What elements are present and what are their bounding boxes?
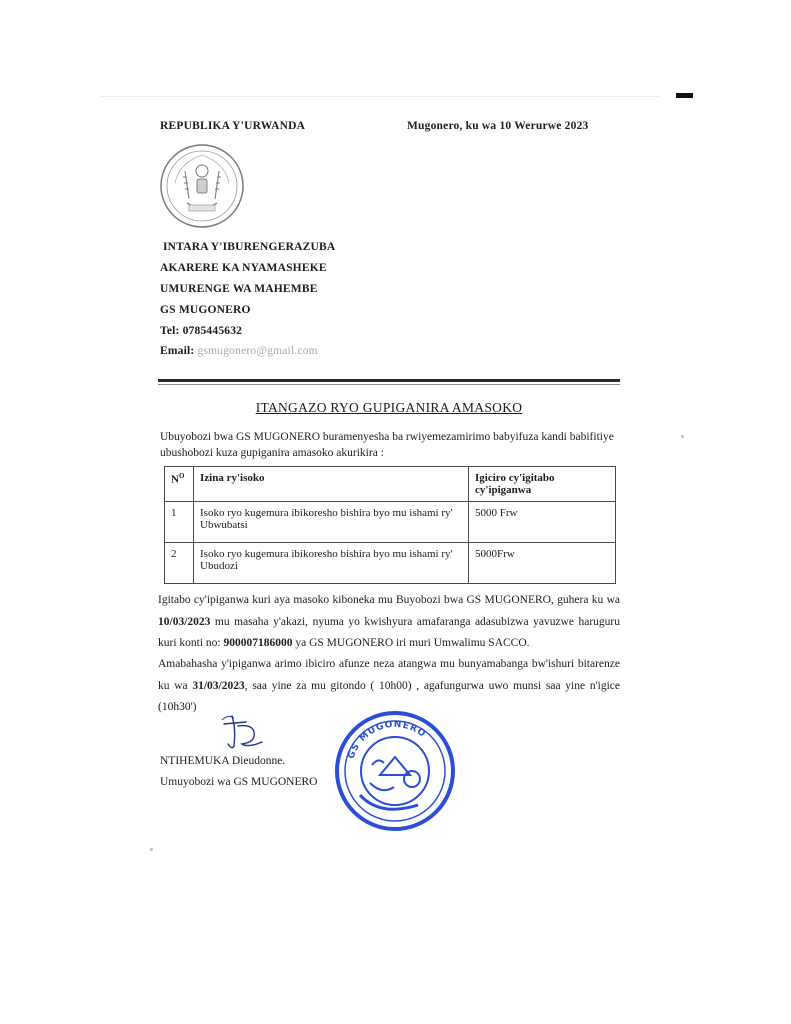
scan-artifact-line: [100, 96, 660, 97]
row-number: 1: [165, 502, 194, 543]
intro-paragraph: Ubuyobozi bwa GS MUGONERO buramenyesha ba rwiyemezamirimo babyifuza kandi babifitiye ubushobozi kuza gupiganira amasoko akurikira :: [160, 431, 614, 459]
scan-speck: [150, 848, 153, 851]
row-name: Isoko ryo kugemura ibikoresho bishira byo mu ishami ry' Ubwubatsi: [194, 502, 469, 543]
deadline-date: 31/03/2023: [192, 679, 245, 692]
tel-label: Tel:: [160, 325, 180, 337]
email-label: Email:: [160, 345, 195, 357]
table-row: [165, 543, 616, 584]
header-number: $N^O$: [165, 467, 194, 502]
deadline-paragraph: Amabahasha y'ipiganwa arimo ibiciro afunze neza atangwa mu bunyamabanga bw'ishuri bitarenze ku wa 31/03/2023, saa yine za mu gitondo ( 10h00) , agafungurwa uwo munsi saa yine n'igice (10h30'): [158, 658, 620, 713]
signatory-role: Umuyobozi wa GS MUGONERO: [160, 776, 318, 788]
table-row: [165, 502, 616, 543]
header-price: Igiciro cy'igitabo cy'ipiganwa: [469, 467, 616, 502]
school-line: GS MUGONERO: [160, 304, 251, 316]
row-number: 2: [165, 543, 194, 584]
sector-line: UMURENGE WA MAHEMBE: [160, 283, 318, 295]
tel-value: 0785445632: [182, 325, 243, 337]
province-line: INTARA Y'IBURENGERAZUBA: [163, 241, 336, 253]
email-value: gsmugonero@gmail.com: [197, 345, 318, 357]
republic-heading: REPUBLIKA Y'URWANDA: [160, 120, 306, 132]
notice-title: ITANGAZO RYO GUPIGANIRA AMASOKO: [255, 400, 523, 415]
place-date: Mugonero, ku wa 10 Werurwe 2023: [407, 120, 589, 132]
table-header-row: [165, 467, 616, 502]
row-price: 5000 Frw: [469, 502, 616, 543]
national-seal-icon: [159, 141, 245, 231]
row-price: 5000Frw: [469, 543, 616, 584]
header-rule-thin: [158, 384, 620, 385]
tender-table: [164, 466, 616, 584]
signature-icon: [218, 712, 268, 752]
header-rule: [158, 379, 620, 382]
signatory-name: NTIHEMUKA Dieudonne.: [160, 755, 286, 767]
header-name: Izina ry'isoko: [194, 467, 469, 502]
scan-speck: [681, 435, 684, 438]
purchase-paragraph: Igitabo cy'ipiganwa kuri aya masoko kiboneka mu Buyobozi bwa GS MUGONERO, guhera ku wa 10/03/2023 mu masaha y'akazi, nyuma yo kwishyura amafaranga adasubizwa yavuzwe haruguru kuri konti no: 900007186000 ya GS MUGONERO iri muri Umwalimu SACCO.: [158, 594, 620, 649]
school-stamp-icon: [330, 705, 460, 835]
row-name: Isoko ryo kugemura ibikoresho bishira byo mu ishami ry' Ubudozi: [194, 543, 469, 584]
email-line: [160, 345, 318, 357]
tel-line: [160, 325, 242, 337]
district-line: AKARERE KA NYAMASHEKE: [160, 262, 327, 274]
svg-text:GS MUGONERO: GS MUGONERO: [346, 719, 428, 761]
account-number: 900007186000: [223, 637, 293, 649]
scan-artifact-dash: [676, 93, 693, 98]
start-date: 10/03/2023: [158, 615, 211, 628]
